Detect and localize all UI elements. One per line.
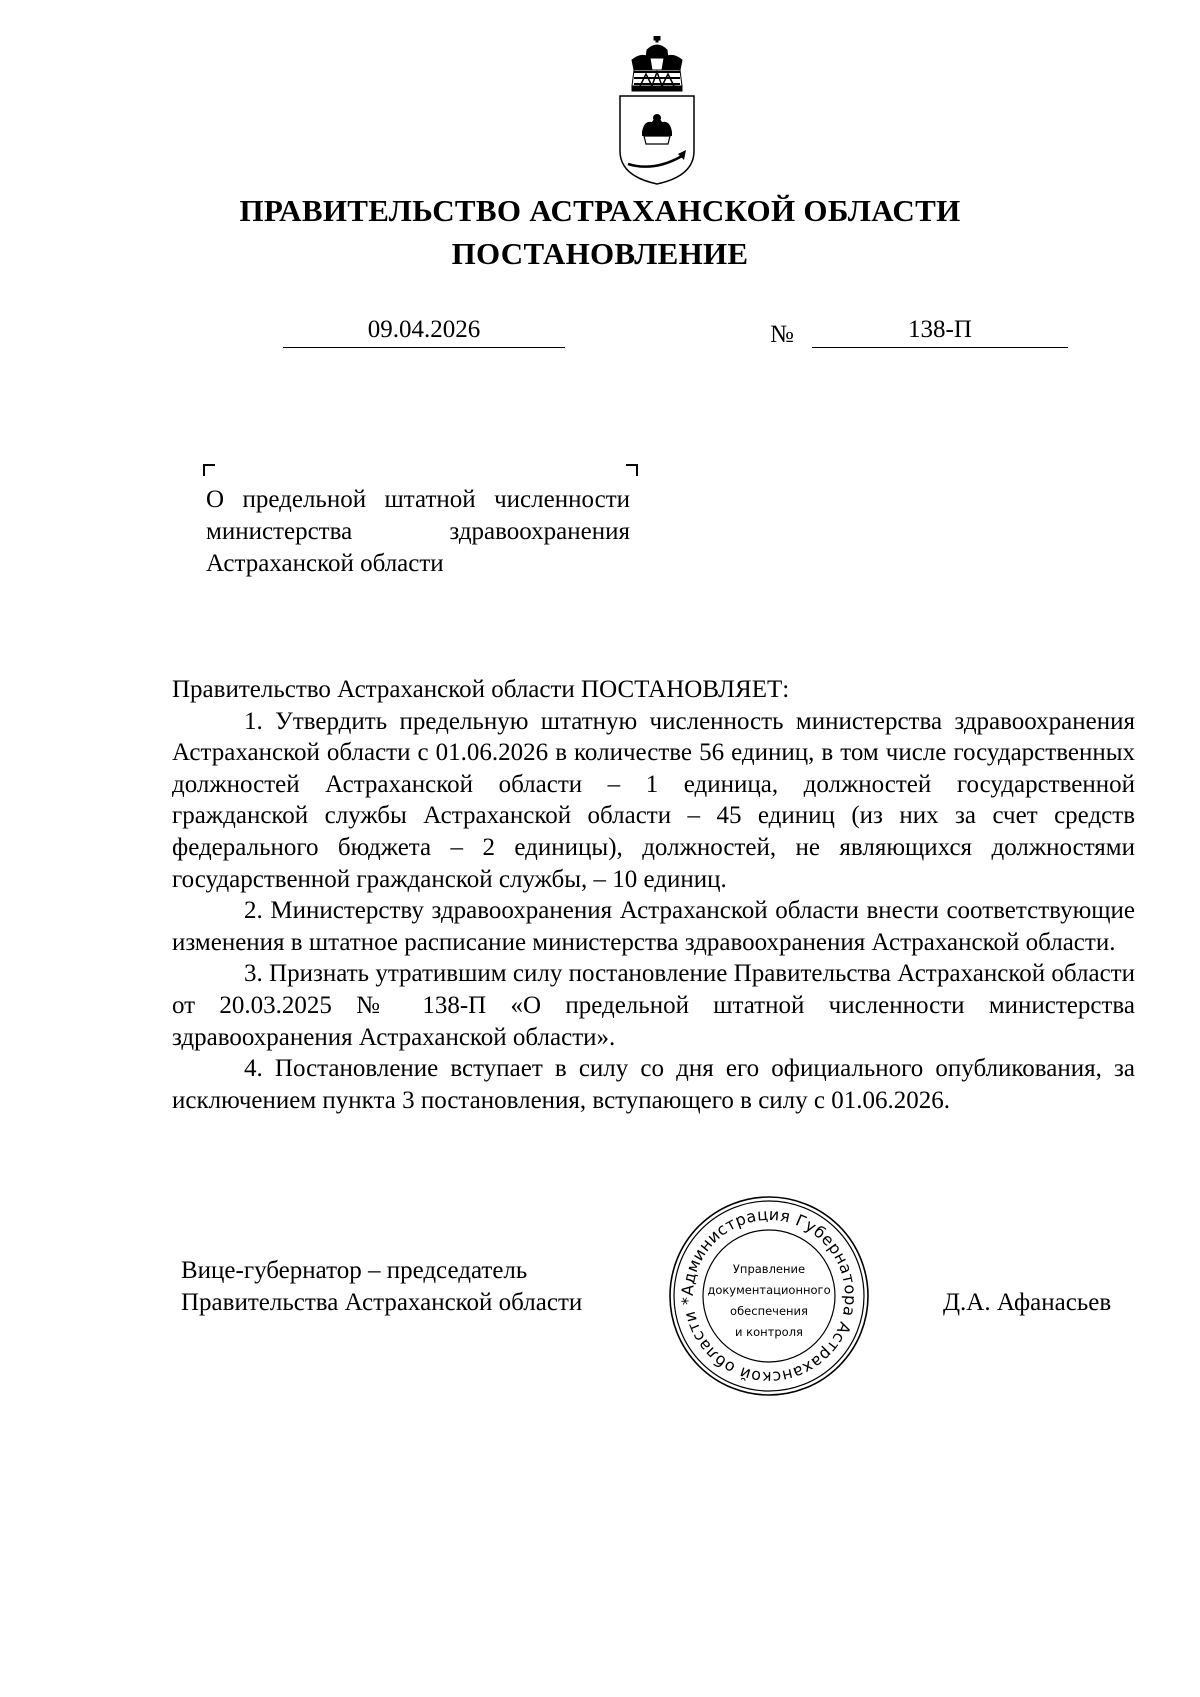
signer-name: Д.А. Афанасьев <box>943 1289 1112 1316</box>
seal-center-line: документационного <box>707 1283 831 1297</box>
document-body <box>172 674 1135 1116</box>
resolution-paragraph: 2. Министерству здравоохранения Астраханской области внести соответствующие изменения в штатное расписание министерства здравоохранения Астраханской области. <box>172 897 1135 956</box>
document-number: 138-П <box>812 313 1068 348</box>
seal-center-line: Управление <box>732 1262 806 1276</box>
government-name-heading: ПРАВИТЕЛЬСТВО АСТРАХАНСКОЙ ОБЛАСТИ <box>239 193 961 228</box>
resolution-intro: Правительство Астраханской области ПОСТАНОВЛЯЕТ: <box>172 676 790 703</box>
coat-of-arms-emblem <box>612 36 702 186</box>
document-type-heading: ПОСТАНОВЛЕНИЕ <box>451 236 749 271</box>
subject-corner-right <box>626 464 638 476</box>
number-sign: № <box>770 321 794 348</box>
seal-center-line: и контроля <box>735 1325 803 1339</box>
seal-ring-text: Администрация Губернатора Астраханской области * <box>677 1204 861 1388</box>
signer-position <box>181 1255 582 1319</box>
seal-center-line: обеспечения <box>730 1304 808 1318</box>
official-seal <box>668 1195 870 1397</box>
signer-position-line: Правительства Астраханской области <box>181 1289 583 1316</box>
document-date: 09.04.2026 <box>283 313 565 348</box>
resolution-paragraph: 3. Признать утратившим силу постановление Правительства Астраханской области от 20.03.2025 № 138-П «О предельной штатной численности министерства здравоохранения Астраханской области». <box>172 960 1135 1051</box>
resolution-paragraph: 4. Постановление вступает в силу со дня его официального опубликования, за исключением пункта 3 постановления, вступающего в силу с 01.06.2026. <box>172 1055 1135 1114</box>
resolution-paragraph: 1. Утвердить предельную штатную численность министерства здравоохранения Астраханской области с 01.06.2026 в количестве 56 единиц, в том числе государственных должностей Астраханской области – 1 единица, должностей государственной гражданской службы Астраханской области – 45 единиц (из них за счет средств федерального бюджета – 2 единицы), должностей, не являющихся должностями государственной гражданской службы, – 10 единиц. <box>172 707 1135 893</box>
document-subject: О предельной штатной численности министерства здравоохранения Астраханской области <box>206 486 630 577</box>
subject-corner-left <box>203 464 215 476</box>
signer-position-line: Вице-губернатор – председатель <box>181 1257 528 1284</box>
